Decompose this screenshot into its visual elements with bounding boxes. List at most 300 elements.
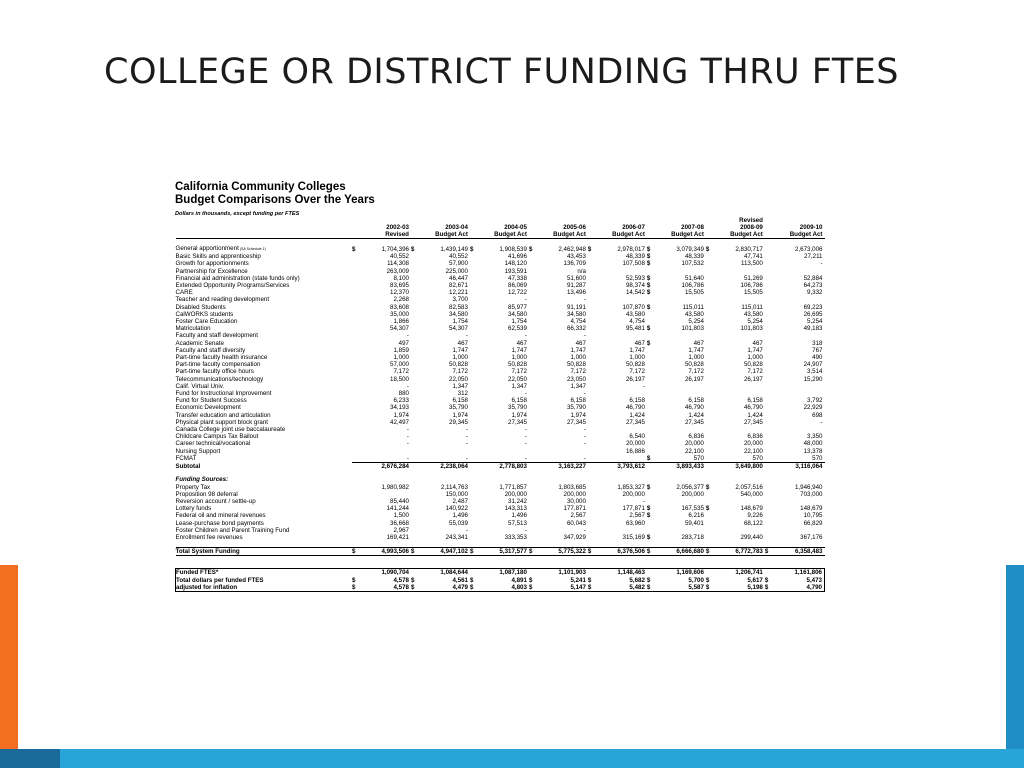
value-cell: 225,000 bbox=[445, 267, 468, 275]
value-cell: 5,587 bbox=[653, 584, 706, 592]
value-cell: - bbox=[583, 526, 586, 534]
row-label-text: Subtotal bbox=[175, 463, 201, 471]
value-cell bbox=[653, 332, 706, 339]
value-cell: 115,011 bbox=[741, 303, 763, 311]
value-cell: 48,000 bbox=[803, 440, 823, 448]
value-cell: 20,000 bbox=[625, 440, 645, 448]
value-cell: 66,332 bbox=[566, 325, 586, 333]
value-cell: n/a bbox=[577, 267, 586, 275]
ftes-row bbox=[176, 584, 825, 592]
row-label bbox=[176, 419, 352, 426]
value-cell bbox=[771, 426, 825, 433]
table-units-note: Dollars in thousands, except funding per FTES bbox=[175, 211, 300, 217]
dollar-sign: $ bbox=[469, 246, 474, 253]
value-cell: 5,617 bbox=[747, 576, 763, 584]
value-cell: 46,447 bbox=[449, 274, 468, 282]
value-cell: 3,649,800 bbox=[712, 463, 765, 471]
column-header: Revised bbox=[739, 217, 763, 224]
dollar-sign: $ bbox=[705, 576, 710, 584]
value-cell: 31,242 bbox=[508, 497, 527, 505]
row-label bbox=[176, 361, 352, 368]
table-row bbox=[176, 376, 825, 383]
value-cell: 82,583 bbox=[449, 303, 468, 311]
row-label bbox=[176, 383, 352, 390]
dollar-sign: $ bbox=[529, 548, 535, 556]
value-cell: 27,211 bbox=[804, 253, 823, 261]
total-funding-row bbox=[176, 548, 825, 556]
value-cell: 200,000 bbox=[563, 490, 586, 498]
dollar-sign: $ bbox=[646, 533, 651, 541]
value-cell: - bbox=[524, 390, 527, 398]
dollar-sign: $ bbox=[529, 584, 535, 592]
row-label bbox=[176, 296, 352, 303]
row-label bbox=[176, 368, 352, 375]
value-cell: 22,929 bbox=[803, 404, 823, 412]
row-label-text: Reversion account / settle-up bbox=[175, 497, 256, 505]
value-cell: 30,000 bbox=[566, 497, 586, 505]
value-cell: - bbox=[583, 426, 586, 434]
value-cell: 4,891 bbox=[511, 576, 527, 584]
value-cell bbox=[653, 390, 706, 397]
row-label-text: Total System Funding bbox=[175, 548, 240, 556]
row-label bbox=[176, 577, 352, 584]
value-cell: 2,268 bbox=[393, 296, 409, 304]
row-label-text: CalWORKS students bbox=[175, 310, 234, 318]
value-cell: 7,172 bbox=[629, 368, 645, 376]
value-cell: 43,453 bbox=[566, 253, 586, 261]
value-cell: 41,696 bbox=[508, 253, 527, 261]
dollar-sign: $ bbox=[646, 512, 651, 520]
value-cell: 1,090,704 bbox=[358, 569, 411, 577]
value-cell bbox=[594, 268, 647, 275]
value-cell: 1,084,644 bbox=[417, 569, 470, 577]
table-row bbox=[176, 440, 825, 447]
value-cell: - bbox=[465, 426, 468, 434]
value-cell: 1,974 bbox=[393, 411, 409, 419]
empty-cell bbox=[476, 476, 529, 483]
table-row bbox=[176, 253, 825, 260]
row-label-text: Part-time faculty office hours bbox=[175, 368, 254, 376]
value-cell: 6,836 bbox=[688, 433, 704, 441]
table-row bbox=[176, 260, 825, 267]
value-cell: 68,122 bbox=[743, 519, 763, 527]
value-cell: - bbox=[583, 454, 586, 462]
value-cell: 1,347 bbox=[511, 382, 527, 390]
value-cell: 5,317,577 bbox=[476, 548, 529, 556]
value-cell: 98,374 bbox=[625, 282, 645, 290]
value-cell: 7,172 bbox=[511, 368, 527, 376]
dollar-sign: $ bbox=[647, 548, 653, 556]
value-cell: 2,978,017 bbox=[617, 246, 645, 253]
funding-row bbox=[176, 505, 825, 512]
value-cell: 6,158 bbox=[629, 397, 645, 405]
row-label-text: Lottery funds bbox=[175, 505, 212, 513]
value-cell: 1,908,539 bbox=[499, 246, 527, 253]
value-cell: 7,172 bbox=[452, 368, 468, 376]
value-cell: 1,161,806 bbox=[771, 569, 825, 577]
value-cell: 2,567 bbox=[570, 512, 586, 520]
value-cell bbox=[712, 383, 765, 390]
value-cell: 467 bbox=[575, 339, 586, 347]
row-label-text: Extended Opportunity Programs/Services bbox=[175, 282, 290, 290]
value-cell: 22,050 bbox=[508, 375, 527, 383]
value-cell: - bbox=[406, 433, 409, 441]
column-header: 2003-04 bbox=[445, 224, 468, 231]
dollar-sign: $ bbox=[646, 289, 651, 297]
value-cell: 3,079,349 bbox=[676, 246, 704, 253]
row-label-text: Nursing Support bbox=[175, 447, 221, 455]
value-cell bbox=[594, 390, 647, 397]
value-cell: 1,347 bbox=[570, 382, 586, 390]
value-cell: 1,747 bbox=[452, 346, 468, 354]
value-cell: 1,000 bbox=[747, 354, 763, 362]
value-cell: 467 bbox=[693, 339, 704, 347]
row-label bbox=[176, 527, 352, 534]
value-cell: - bbox=[524, 296, 527, 304]
dollar-sign: $ bbox=[646, 483, 651, 491]
row-label-text: Matriculation bbox=[175, 325, 211, 333]
table-header-row bbox=[176, 224, 825, 231]
value-cell: 1,980,982 bbox=[381, 483, 409, 491]
value-cell: 20,000 bbox=[743, 440, 763, 448]
value-cell: 140,922 bbox=[445, 505, 468, 513]
value-cell: 5,482 bbox=[594, 584, 647, 592]
value-cell: 7,172 bbox=[688, 368, 704, 376]
row-label-text: Partnership for Excellence bbox=[175, 267, 248, 275]
row-label bbox=[176, 455, 352, 463]
value-cell bbox=[594, 296, 647, 303]
table-row bbox=[176, 354, 825, 361]
value-cell: 200,000 bbox=[504, 490, 527, 498]
ftes-row bbox=[176, 569, 825, 577]
value-cell: - bbox=[465, 454, 468, 462]
value-cell: - bbox=[465, 526, 468, 534]
row-label bbox=[176, 376, 352, 383]
value-cell: 283,718 bbox=[681, 533, 704, 541]
row-label bbox=[176, 289, 352, 296]
value-cell: 1,747 bbox=[629, 346, 645, 354]
value-cell: 55,039 bbox=[449, 519, 468, 527]
value-cell: 57,900 bbox=[449, 260, 468, 268]
row-label bbox=[176, 505, 352, 512]
value-cell bbox=[653, 268, 706, 275]
value-cell: 193,591 bbox=[504, 267, 527, 275]
dollar-sign: $ bbox=[646, 253, 651, 261]
value-cell: 85,440 bbox=[390, 497, 409, 505]
header-label-cell bbox=[176, 224, 352, 231]
empty-cell bbox=[771, 476, 825, 483]
table-row bbox=[176, 361, 825, 368]
dollar-sign: $ bbox=[646, 325, 651, 333]
dollar-sign: $ bbox=[587, 246, 592, 253]
value-cell bbox=[535, 448, 588, 455]
value-cell: - bbox=[524, 332, 527, 340]
row-label-text: Enrollment fee revenues bbox=[175, 533, 243, 541]
value-cell: 1,000 bbox=[452, 354, 468, 362]
value-cell: 48,339 bbox=[625, 253, 645, 261]
value-cell: 47,338 bbox=[508, 274, 527, 282]
value-cell: 47,741 bbox=[743, 253, 763, 261]
value-cell: - bbox=[465, 332, 468, 340]
value-cell: 106,786 bbox=[681, 282, 704, 290]
value-cell: 115,011 bbox=[682, 303, 704, 311]
value-cell: 6,358,483 bbox=[771, 548, 825, 556]
row-label-text: Growth for apportionments bbox=[175, 260, 249, 268]
column-header bbox=[653, 217, 706, 224]
value-cell: 2,967 bbox=[393, 526, 409, 534]
value-cell bbox=[771, 498, 825, 505]
value-cell: 12,370 bbox=[390, 289, 409, 297]
value-cell: 1,087,180 bbox=[476, 569, 529, 577]
value-cell: 467 bbox=[516, 339, 527, 347]
value-cell: 26,197 bbox=[684, 375, 704, 383]
row-label bbox=[176, 548, 352, 556]
row-label bbox=[176, 584, 352, 592]
value-cell: 4,578 bbox=[393, 576, 409, 584]
value-cell: 1,000 bbox=[688, 354, 704, 362]
value-cell: 6,772,783 bbox=[712, 548, 765, 556]
value-cell: 50,828 bbox=[449, 361, 468, 369]
row-label bbox=[176, 498, 352, 505]
dollar-sign: $ bbox=[351, 246, 356, 253]
value-cell: 2,056,377 bbox=[676, 483, 704, 491]
row-label-text: Career technical/vocational bbox=[175, 440, 251, 448]
dollar-sign: $ bbox=[647, 584, 653, 592]
row-label bbox=[176, 245, 352, 253]
value-cell: 318 bbox=[812, 339, 823, 347]
row-label-text: Foster Care Education bbox=[175, 318, 238, 326]
ftes-row bbox=[176, 577, 825, 584]
value-cell: 35,790 bbox=[566, 404, 586, 412]
value-cell: 148,679 bbox=[740, 505, 763, 513]
value-cell: - bbox=[642, 497, 645, 505]
value-cell: 5,682 bbox=[629, 576, 645, 584]
value-cell: - bbox=[465, 440, 468, 448]
value-cell: 82,671 bbox=[449, 282, 468, 290]
table-row bbox=[176, 368, 825, 375]
row-label-text: FCMAT bbox=[175, 455, 197, 463]
value-cell: 1,771,857 bbox=[499, 483, 527, 491]
value-cell: 49,183 bbox=[803, 325, 823, 333]
value-cell: 101,803 bbox=[681, 325, 704, 333]
row-label-text: Canada College joint use baccalaureate bbox=[175, 426, 286, 434]
value-cell: 9,226 bbox=[747, 512, 763, 520]
row-label-text: adjusted for inflation bbox=[176, 583, 238, 591]
value-cell: 6,540 bbox=[629, 433, 645, 441]
table-row bbox=[176, 383, 825, 390]
value-cell: 570 bbox=[693, 454, 704, 462]
dollar-sign: $ bbox=[646, 505, 651, 513]
row-label bbox=[176, 426, 352, 433]
value-cell: 83,695 bbox=[390, 282, 409, 290]
row-label bbox=[176, 569, 352, 577]
value-cell: 4,803 bbox=[476, 584, 529, 592]
value-cell: 35,790 bbox=[449, 404, 468, 412]
row-label-text: Federal oil and mineral revenues bbox=[175, 512, 266, 520]
header-label-cell bbox=[176, 217, 352, 224]
value-cell: 570 bbox=[752, 454, 763, 462]
value-cell: 51,640 bbox=[684, 274, 704, 282]
value-cell: 136,709 bbox=[563, 260, 586, 268]
row-label bbox=[176, 325, 352, 332]
value-cell: 27,345 bbox=[625, 418, 645, 426]
value-cell: 5,147 bbox=[535, 584, 588, 592]
value-cell bbox=[771, 527, 825, 534]
table-row bbox=[176, 426, 825, 433]
empty-cell bbox=[535, 476, 588, 483]
value-cell: 347,929 bbox=[563, 533, 586, 541]
table-row bbox=[176, 455, 825, 463]
value-cell bbox=[476, 448, 529, 455]
table-row bbox=[176, 448, 825, 455]
row-label-text: Financial aid administration (state funds only) bbox=[175, 274, 300, 282]
value-cell: 34,193 bbox=[390, 404, 409, 412]
value-cell bbox=[712, 390, 765, 397]
value-cell: 1,974 bbox=[570, 411, 586, 419]
value-cell: 1,704,396 bbox=[381, 246, 409, 253]
value-cell: 27,345 bbox=[684, 418, 704, 426]
dollar-sign: $ bbox=[646, 339, 651, 347]
dollar-sign: $ bbox=[528, 576, 533, 584]
value-cell: - bbox=[524, 433, 527, 441]
value-cell: 4,790 bbox=[771, 584, 825, 592]
value-cell: 26,197 bbox=[625, 375, 645, 383]
value-cell: 5,241 bbox=[570, 576, 586, 584]
dollar-sign: $ bbox=[352, 548, 358, 556]
section-row bbox=[176, 476, 825, 483]
value-cell: - bbox=[642, 382, 645, 390]
value-cell: 177,871 bbox=[563, 505, 586, 513]
value-cell: 46,790 bbox=[743, 404, 763, 412]
value-cell bbox=[653, 296, 706, 303]
value-cell: - bbox=[820, 418, 823, 426]
table-row bbox=[176, 282, 825, 289]
value-cell: 1,169,606 bbox=[653, 569, 706, 577]
column-header bbox=[594, 217, 647, 224]
funding-row bbox=[176, 527, 825, 534]
value-cell: 141,244 bbox=[386, 505, 409, 513]
value-cell: 3,116,064 bbox=[771, 463, 825, 471]
value-cell bbox=[594, 527, 647, 534]
value-cell: 1,439,149 bbox=[440, 246, 468, 253]
value-cell: 1,424 bbox=[747, 411, 763, 419]
value-cell: 880 bbox=[398, 390, 409, 398]
value-cell: 2,673,006 bbox=[794, 246, 823, 253]
value-cell: 85,977 bbox=[508, 303, 527, 311]
value-cell: 3,893,433 bbox=[653, 463, 706, 471]
row-label bbox=[176, 390, 352, 397]
column-header: Budget Act bbox=[653, 231, 706, 239]
value-cell: - bbox=[524, 440, 527, 448]
value-cell bbox=[653, 527, 706, 534]
column-header bbox=[476, 217, 529, 224]
row-label-text: Disabled Students bbox=[175, 303, 226, 311]
table-row bbox=[176, 296, 825, 303]
value-cell: 1,747 bbox=[688, 346, 704, 354]
value-cell bbox=[771, 268, 825, 275]
value-cell: 1,974 bbox=[452, 411, 468, 419]
dollar-sign: $ bbox=[410, 576, 415, 584]
value-cell: 6,158 bbox=[511, 397, 527, 405]
budget-table-image bbox=[175, 181, 825, 592]
value-cell: 50,828 bbox=[566, 361, 586, 369]
value-cell: 26,197 bbox=[743, 375, 763, 383]
value-cell: 1,206,741 bbox=[712, 569, 765, 577]
value-cell bbox=[771, 390, 825, 397]
dollar-sign: $ bbox=[764, 576, 769, 584]
row-label-text: Total dollars per funded FTES bbox=[176, 576, 264, 584]
value-cell: 34,580 bbox=[449, 310, 468, 318]
value-cell: 148,120 bbox=[504, 260, 527, 268]
value-cell: 1,747 bbox=[747, 346, 763, 354]
value-cell: - bbox=[583, 440, 586, 448]
row-label bbox=[176, 412, 352, 419]
value-cell: 14,542 bbox=[625, 289, 645, 297]
dollar-sign: $ bbox=[705, 505, 710, 513]
value-cell: 367,176 bbox=[800, 533, 823, 541]
value-cell: 315,169 bbox=[622, 533, 645, 541]
value-cell: - bbox=[406, 440, 409, 448]
row-label bbox=[176, 318, 352, 325]
column-header: Budget Act bbox=[712, 231, 765, 239]
dollar-sign: $ bbox=[351, 576, 356, 584]
value-cell: 4,561 bbox=[452, 576, 468, 584]
value-cell: 143,313 bbox=[504, 505, 527, 513]
column-header bbox=[417, 217, 470, 224]
value-cell: 9,332 bbox=[807, 289, 823, 297]
column-header: Budget Act bbox=[535, 231, 588, 239]
row-label bbox=[176, 311, 352, 318]
value-cell: 1,754 bbox=[511, 318, 527, 326]
value-cell: 13,378 bbox=[803, 447, 823, 455]
row-label-text: Basic Skills and apprenticeship bbox=[175, 253, 261, 261]
value-cell: 51,269 bbox=[743, 274, 763, 282]
value-cell: 6,666,680 bbox=[653, 548, 706, 556]
value-cell: 83,608 bbox=[390, 303, 409, 311]
value-cell: - bbox=[583, 296, 586, 304]
empty-cell bbox=[594, 476, 647, 483]
value-cell: 69,223 bbox=[803, 303, 823, 311]
row-label-text: Lease-purchase bond payments bbox=[175, 519, 264, 527]
table-row bbox=[176, 304, 825, 311]
dollar-sign: $ bbox=[352, 584, 358, 592]
value-cell: 333,353 bbox=[504, 533, 527, 541]
value-cell: 2,778,803 bbox=[476, 463, 529, 471]
value-cell: 5,254 bbox=[747, 318, 763, 326]
value-cell: 91,191 bbox=[566, 303, 586, 311]
value-cell: 312 bbox=[457, 390, 468, 398]
value-cell: 540,000 bbox=[740, 490, 763, 498]
value-cell: 27,345 bbox=[743, 418, 763, 426]
value-cell: 1,747 bbox=[570, 346, 586, 354]
value-cell: 3,163,227 bbox=[535, 463, 588, 471]
bottom-accent-bar bbox=[0, 749, 1024, 768]
dollar-sign: $ bbox=[646, 246, 651, 253]
value-cell bbox=[771, 296, 825, 303]
value-cell: 2,057,516 bbox=[735, 483, 763, 491]
row-label-text: Faculty and staff diversity bbox=[175, 346, 246, 354]
value-cell: 6,376,506 bbox=[594, 548, 647, 556]
value-cell: 1,000 bbox=[393, 354, 409, 362]
value-cell bbox=[712, 527, 765, 534]
value-cell: 1,803,685 bbox=[558, 483, 586, 491]
value-cell: 114,308 bbox=[387, 260, 409, 268]
row-label-text: Faculty and staff development bbox=[175, 332, 258, 340]
value-cell: 35,790 bbox=[508, 404, 527, 412]
value-cell: 2,567 bbox=[629, 512, 645, 520]
value-cell: 27,345 bbox=[566, 418, 586, 426]
value-cell: 5,473 bbox=[771, 577, 825, 584]
